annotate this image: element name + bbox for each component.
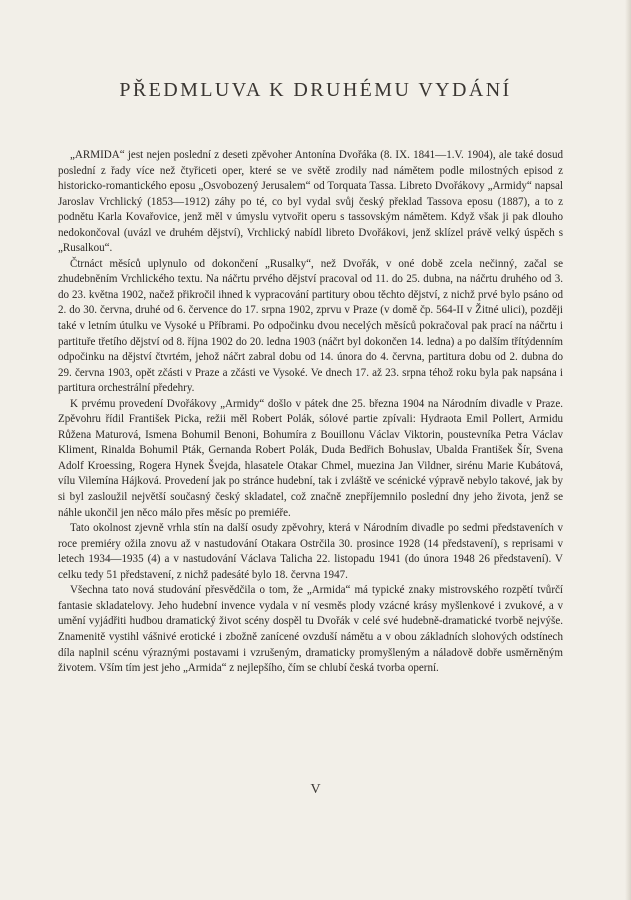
page-number: V — [310, 782, 321, 797]
paragraph-3: K prvému provedení Dvořákovy „Armidy“ došlo v pátek dne 25. března 1904 na Národním divadle v Praze. Zpěvohru řídil František Picka, režii měl Robert Polák, sólové partie zpívali: Hydraota Emil Pollert, Armidu Růžena Maturová, Ismena Bohumil Benoni, Bohumíra z Bouillonu Václav Viktorin, poustevníka Petra Václav Kliment, Rinalda Bohumil Pták, Gernanda Robert Polák, Duda Bedřich Bohuslav, Ubalda František Šír, Svena Adolf Kroessing, Rogera Hynek Švejda, hlasatele Otakar Chmel, muezina Jan Vildner, sirénu Marie Kubátová, vílu Vilemína Hájková. Provedení jak po stránce hudební, tak i zvláště ve scénické výpravě nebylo takové, jak by si byl zasloužil největší současný český skladatel, což značně znepříjemnilo poslední dny jeho života, jenž se náhle ukončil jen něco málo přes měsíc po premiéře. — [58, 397, 563, 519]
page-edge-shadow — [625, 0, 631, 900]
paragraph-1: „ARMIDA“ jest nejen poslední z deseti zpěvoher Antonína Dvořáka (8. IX. 1841—1.V. 1904), ale také dosud poslední z řady více než čtyřiceti oper, které se ve světě zrodily nad námětem podle milostných episod z historicko-romantického eposu „Osvobozený Jerusalem“ od Torquata Tassa. Libreto Dvořákovy „Armidy“ napsal Jaroslav Vrchlický (1853—1912) záhy po té, co byl vydal svůj český překlad Tassova eposu (1887), a to z podnětu Karla Kovařovice, jenž měl v úmyslu vytvořit operu s tassovským námětem. Když však ji pak dlouho nedokončoval (uvázl ve druhém dějství), Vrchlický nabídl libreto Dvořákovi, jenž sklízel právě velký úspěch s „Rusalkou“. — [58, 149, 563, 255]
paragraph-2: Čtrnáct měsíců uplynulo od dokončení „Rusalky“, než Dvořák, v oné době zcela nečinný, začal se zhudebněním Vrchlického textu. Na náčrtu prvého dějství pracoval od 11. do 25. dubna, na náčrtu druhého od 3. do 23. května 1902, načež přikročil ihned k vypracování partitury obou těchto dějství, z nichž prvé bylo psáno od 2. do 30. června, druhé od 6. července do 17. srpna 1902, zprvu v Praze (v domě čp. 564-II v Žitné ulici), později také v letním útulku ve Vysoké u Příbrami. Po odpočinku dvou necelých měsíců pokračoval pak prací na náčrtu i partituře třetího dějství od 8. října 1902 do 20. ledna 1903 (náčrt byl dokončen 14. ledna) a po dalším třítýdenním odpočinku na dějství čtvrtém, jehož náčrt zabral dobu od 14. února do 4. června, partitura dobu od 2. dubna do 29. června 1903, opět zčásti v Praze a zčásti ve Vysoké. Ve dnech 17. až 23. srpna téhož roku byla pak napsána i partitura orchestrální předehry. — [58, 257, 563, 395]
paragraph-5: Všechna tato nová studování přesvědčila o tom, že „Armida“ má typické znaky mistrovského rozpětí tvůrčí fantasie skladatelovy. Jeho hudební invence vydala v ní vesměs plody vzácné krásy myšlenkové i zvukové, a v umění vyjádřiti hudbou dramatický život scény dospěl tu Dvořák v celé své hudebně-dramatické tvorbě nejvýše. Znamenitě vystihl vášnivé erotické i zbožně zanícené ovzduší námětu a v obou základních slohových odstínech díla naplnil scénu výraznými postavami i vzrušeným, dramaticky promyšleným a náladově dobře usměrněným životem. Vším tím jest jeho „Armida“ z nejlepšího, čím se chlubí česká tvorba operní. — [58, 584, 563, 675]
preface-body — [58, 148, 563, 677]
paragraph-4: Tato okolnost zjevně vrhla stín na další osudy zpěvohry, která v Národním divadle po sedmi představeních v roce premiéry ožila znovu až v nastudování Otakara Ostrčila 30. prosince 1928 (14 představení), s reprisami v letech 1934—1935 (4) a v nastudování Václava Talicha 22. listopadu 1941 (do února 1948 26 představení). V celku tedy 51 představení, z nichž padesáté bylo 18. června 1947. — [58, 522, 563, 581]
page-title: PŘEDMLUVA K DRUHÉMU VYDÁNÍ — [119, 79, 512, 102]
